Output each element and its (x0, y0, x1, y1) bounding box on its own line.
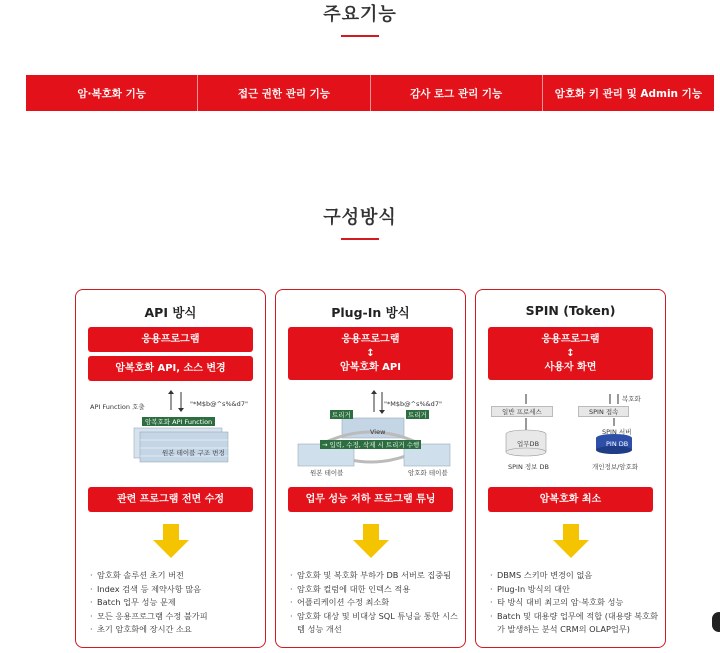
list-item: · 모든 응용프로그램 수정 불가피 (90, 610, 260, 624)
api-function-tag: 암복호화 API Function (142, 417, 215, 426)
encrypted-table-label: 암호화 테이블 (408, 469, 448, 477)
scroll-to-top-button[interactable] (712, 612, 720, 632)
arrow-down-icon (353, 524, 389, 560)
api-encrypted-sample: "*M$b@^s%&d7" (190, 400, 248, 408)
card-spin-title: SPIN (Token) (525, 303, 616, 318)
updown-arrow-icon: ↕ (566, 347, 575, 359)
card-plugin-box-line1: 응용프로그램 (341, 333, 400, 345)
card-spin-box-line2: 사용자 화면 (544, 361, 597, 373)
spin-decrypt-label: 복호화 (622, 395, 641, 403)
tab-encryption[interactable]: 암·복호화 기능 (26, 75, 198, 111)
list-item: · 암호화 및 복호화 부하가 DB 서버로 집중됨 (290, 569, 460, 583)
card-plugin (275, 289, 466, 648)
api-diagram-graphic (86, 390, 256, 480)
arrow-down-icon (553, 524, 589, 560)
list-item: · 어플리케이션 수정 최소화 (290, 596, 460, 610)
spin-normal-process-tag: 일반 프로세스 (491, 406, 553, 417)
updown-arrow-icon: ↕ (366, 347, 375, 359)
list-item: · Index 검색 등 제약사항 많음 (90, 583, 260, 597)
tab-key-admin[interactable]: 암호화 키 관리 및 Admin 기능 (554, 87, 702, 100)
card-spin (475, 289, 666, 648)
arrow-down-icon (153, 524, 189, 560)
card-plugin-bullets (290, 569, 460, 637)
card-api-result-box: 관련 프로그램 전면 수정 (88, 487, 253, 512)
personal-info-caption: 개인정보/암호화 (592, 463, 639, 471)
pin-db-label: PIN DB (606, 440, 629, 448)
db-work-label: 업무DB (517, 440, 540, 448)
list-item: · 타 방식 대비 최고의 암·복호화 성능 (490, 596, 660, 610)
card-api-bullets (90, 569, 260, 637)
card-api-title: API 방식 (144, 305, 197, 320)
tab-audit-log[interactable]: 감사 로그 관리 기능 (371, 75, 543, 111)
list-item: · 암호화 솔루션 초기 버전 (90, 569, 260, 583)
feature-tabs (26, 75, 714, 111)
trigger-action-tag: → 입력, 수정, 삭제 시 트리거 수행 (322, 441, 420, 449)
card-spin-app-box (488, 327, 653, 380)
card-spin-bullets (490, 569, 660, 637)
config-title: 구성방식 (323, 207, 397, 228)
config-title-underline (341, 238, 379, 240)
trigger-tag-left: 트리거 (332, 411, 351, 419)
card-spin-box-line1: 응용프로그램 (541, 333, 600, 345)
list-item: · Batch 업무 성능 문제 (90, 596, 260, 610)
card-plugin-app-box (288, 327, 453, 380)
card-api (75, 289, 266, 648)
api-call-label: API Function 호출 (90, 403, 145, 411)
features-title: 주요기능 (323, 4, 397, 25)
list-item: · 초기 암호화에 장시간 소요 (90, 623, 260, 637)
tab-access-control[interactable]: 접근 권한 관리 기능 (198, 75, 370, 111)
spin-info-db-caption: SPIN 정보 DB (508, 463, 549, 471)
features-title-underline (341, 35, 379, 37)
list-item: · 암호화 대상 및 비대상 SQL 튜닝을 통한 시스템 성능 개선 (290, 610, 460, 637)
card-plugin-result-box: 업무 성능 저하 프로그램 튜닝 (288, 487, 453, 512)
list-item: · Plug-In 방식의 대안 (490, 583, 660, 597)
card-spin-result-box: 암복호화 최소 (488, 487, 653, 512)
card-api-api-box: 암복호화 API, 소스 변경 (88, 356, 253, 381)
card-plugin-title: Plug-In 방식 (331, 305, 410, 320)
card-api-diagram (86, 390, 256, 480)
card-plugin-diagram (286, 390, 456, 480)
trigger-tag-right: 트리거 (408, 411, 427, 419)
list-item: · DBMS 스키마 변경이 없음 (490, 569, 660, 583)
plugin-encrypted-sample: "*M$b@^s%&d7" (384, 400, 442, 408)
view-label: View (370, 428, 386, 436)
card-plugin-box-line2: 암복호화 API (340, 361, 401, 373)
source-table-label: 원본 테이블 (310, 469, 344, 477)
card-spin-diagram (486, 390, 656, 480)
spin-connect-tag: SPIN 접속 (578, 406, 629, 417)
api-table-label: 원본 테이블 구조 변경 (162, 449, 225, 457)
list-item: · 암호화 컬럼에 대한 인덱스 적용 (290, 583, 460, 597)
card-api-app-box: 응용프로그램 (88, 327, 253, 352)
list-item: · Batch 및 대용량 업무에 적합 (대용량 복호화가 발생하는 분석 CRM의 OLAP업무) (490, 610, 660, 637)
spin-server-label: SPIN 서버 (602, 428, 632, 436)
